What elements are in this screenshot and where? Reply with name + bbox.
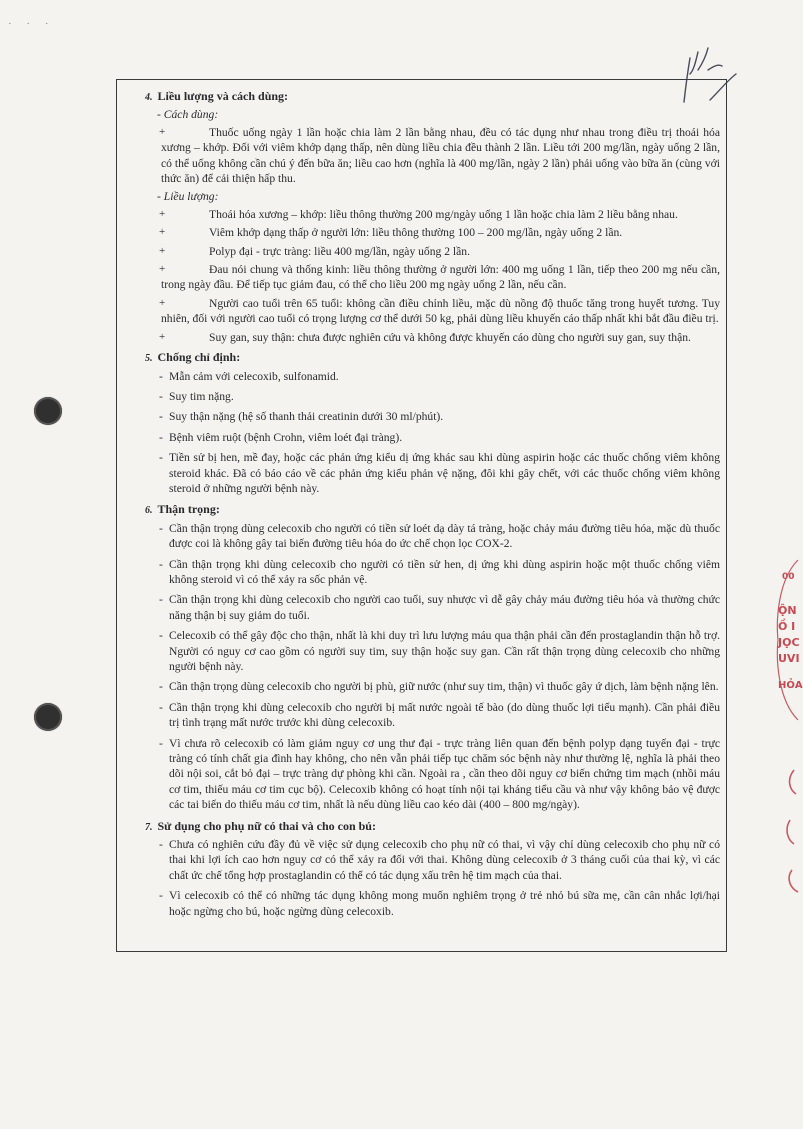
list-item: + Polyp đại - trực tràng: liều 400 mg/lần, ngày uống 2 lần. (159, 244, 470, 258)
section-pregnancy-lactation (145, 818, 720, 919)
list-item: - Cần thận trọng khi dùng celecoxib cho người bị mất nước ngoài tế bào (do dùng thuốc lợi tiểu mạnh). Cần phải điều trị tình trạng mất nước trước khi dùng celecoxib. (159, 700, 720, 730)
section-precautions (145, 501, 720, 812)
corner-specks: · · · (8, 18, 55, 30)
section-contraindications (145, 349, 720, 496)
section-heading (145, 349, 720, 366)
section-number: 4. (145, 92, 153, 103)
main-text (145, 88, 720, 924)
list-item: - Celecoxib có thể gây độc cho thận, nhất là khi duy trì lưu lượng máu qua thận phải cần đến prostaglandin thận hỗ trợ. Người có nguy cơ cao gồm có người suy tim, suy thận hoặc suy gan. Cần rất thận trọng dùng celecoxib cho những người bệnh này. (159, 629, 720, 673)
stamp-line-3: Ồ I (778, 620, 796, 633)
list-item: - Chưa có nghiên cứu đầy đủ về việc sử dụng celecoxib cho phụ nữ có thai, vì vậy chỉ dùng celecoxib cho phụ nữ có thai khi lợi ích cao hơn nguy cơ có thể xảy ra đối với thai. Không dùng celecoxib ở 3 tháng cuối của thai kỳ, vì các chất ức chế tổng hợp prostaglandin có thể có tác dụng xấu trên hệ tim mạch của thai. (159, 838, 720, 882)
section-title: Sử dụng cho phụ nữ có thai và cho con bú: (157, 818, 376, 833)
section-heading (145, 818, 720, 835)
section-number: 6. (145, 505, 153, 517)
list-item: + Thoái hóa xương – khớp: liều thông thường 200 mg/ngày uống 1 lần hoặc chia làm 2 liều bằng nhau. (159, 207, 678, 221)
list-item: - Vì celecoxib có thể có những tác dụng không mong muốn nghiêm trọng ở trẻ nhỏ bú sữa mẹ, cần cân nhắc lợi/hại hoặc ngừng cho bú, hoặc ngừng dùng celecoxib. (159, 889, 720, 918)
list-item: - Vì chưa rõ celecoxib có làm giảm nguy cơ ung thư đại - trực tràng liên quan đến bệnh polyp dạng tuyến đại - trực tràng có tính chất gia đình hay không, cho nên vẫn phải tiếp tục chăm sóc bệnh này như thường lệ, nghĩa là phải theo dõi nội soi, cắt bỏ đại – trực tràng dự phòng khi cần. Ngoài ra , cần theo dõi nguy cơ biến chứng tim mạch (nhồi máu cơ tim, thiếu máu cơ tim cục bộ). Celecoxib không có hoạt tính nội tại kháng tiểu cầu và như vậy không bảo vệ được các tai biến do thiếu máu cơ tim, nhất là nếu dùng liều cao kéo dài (400 – 800 mg/ngày). (159, 736, 720, 812)
dose-subheading: - Liều lượng: (157, 189, 720, 204)
red-stamp-edge (772, 560, 803, 720)
stamp-line-1: 00 (782, 572, 795, 582)
list-item: - Suy thận nặng (hệ số thanh thải creatinin dưới 30 ml/phút). (159, 410, 444, 424)
stamp-line-6: HỎA (778, 680, 803, 691)
section-heading (145, 501, 720, 518)
stamp-line-4: JỌC (778, 636, 800, 649)
list-item: - Mẫn cảm với celecoxib, sulfonamid. (159, 369, 339, 383)
list-item: - Tiền sử bị hen, mề đay, hoặc các phản ứng kiểu dị ứng khác sau khi dùng aspirin hoặc các thuốc chống viêm không steroid khác. Đã có báo cáo về các phản ứng kiểu phản vệ nặng, đôi khi gây chết, với các thuốc chống viêm không steroid ở những người bệnh này. (159, 451, 720, 495)
list-item: - Suy tim nặng. (159, 389, 234, 403)
section-number: 7. (145, 821, 153, 833)
punch-hole-bottom (34, 703, 62, 731)
section-title: Thận trọng: (157, 502, 220, 517)
list-item: - Cần thận trọng dùng celecoxib cho người bị phù, giữ nước (như suy tim, thận) vì thuốc gây ứ dịch, làm bệnh nặng lên. (159, 680, 719, 694)
punch-hole-top (34, 397, 62, 425)
list-item: - Bệnh viêm ruột (bệnh Crohn, viêm loét đại tràng). (159, 430, 403, 444)
stamp-line-5: UVI (778, 652, 800, 665)
usage-subheading: - Cách dùng: (157, 107, 720, 122)
section-heading (145, 88, 720, 105)
list-item: + Suy gan, suy thận: chưa được nghiên cứu và không được khuyến cáo dùng cho người suy gan, suy thận. (159, 330, 691, 344)
list-item: - Cần thận trọng khi dùng celecoxib cho người cao tuổi, suy nhược vì dễ gây chảy máu đường tiêu hóa và thường chức năng thận bị suy giảm do tuổi. (159, 593, 720, 622)
list-item: - Cần thận trọng dùng celecoxib cho người có tiền sử loét dạ dày tá tràng, hoặc chảy máu đường tiêu hóa, mặc dù thuốc được coi là không gây tai biến đường tiêu hóa do ức chế chọn lọc COX-2. (159, 521, 720, 551)
list-item: - Cần thận trọng khi dùng celecoxib cho người có tiền sử hen, dị ứng khi dùng aspirin hoặc một thuốc chống viêm không steroid vì có thể xảy ra sốc phản vệ. (159, 557, 720, 586)
list-item: + Viêm khớp dạng thấp ở người lớn: liều thông thường 100 – 200 mg/lần, ngày uống 2 lần. (159, 226, 623, 240)
red-stamp-mark (778, 760, 800, 900)
section-number: 5. (145, 353, 153, 365)
section-dosage (145, 88, 720, 345)
stamp-line-2: ỘN (778, 604, 797, 617)
list-item: + Người cao tuổi trên 65 tuổi: không cần điều chỉnh liều, mặc dù nồng độ thuốc tăng trong huyết tương. Tuy nhiên, đối với người cao tuổi có trọng lượng cơ thể dưới 50 kg, phải dùng liều khuyến cáo thấp nhất khi bắt đầu điều trị. (159, 296, 720, 326)
section-title: Liều lượng và cách dùng: (157, 89, 289, 103)
list-item: + Đau nói chung và thống kinh: liều thông thường ở người lớn: 400 mg uống 1 lần, tiếp theo 200 mg nếu cần, trong ngày đầu. Để tiếp tục giảm đau, có thể cho liều 200 mg ngày uống 2 lần, nếu cần. (159, 263, 720, 292)
section-title: Chống chỉ định: (157, 350, 241, 365)
list-item: + Thuốc uống ngày 1 lần hoặc chia làm 2 lần bằng nhau, đều có tác dụng như nhau trong điều trị thoái hóa xương – khớp. Đối với viêm khớp dạng thấp, nên dùng liều chia đều thành 2 lần. Liều tới 200 mg/lần, ngày uống 2 lần, có thể uống không cần chú ý đến bữa ăn; liều cao hơn (nghĩa là 400 mg/lần, ngày 2 lần) phải uống vào bữa ăn (cùng với thức ăn) để cải thiện hấp thu. (159, 125, 720, 186)
